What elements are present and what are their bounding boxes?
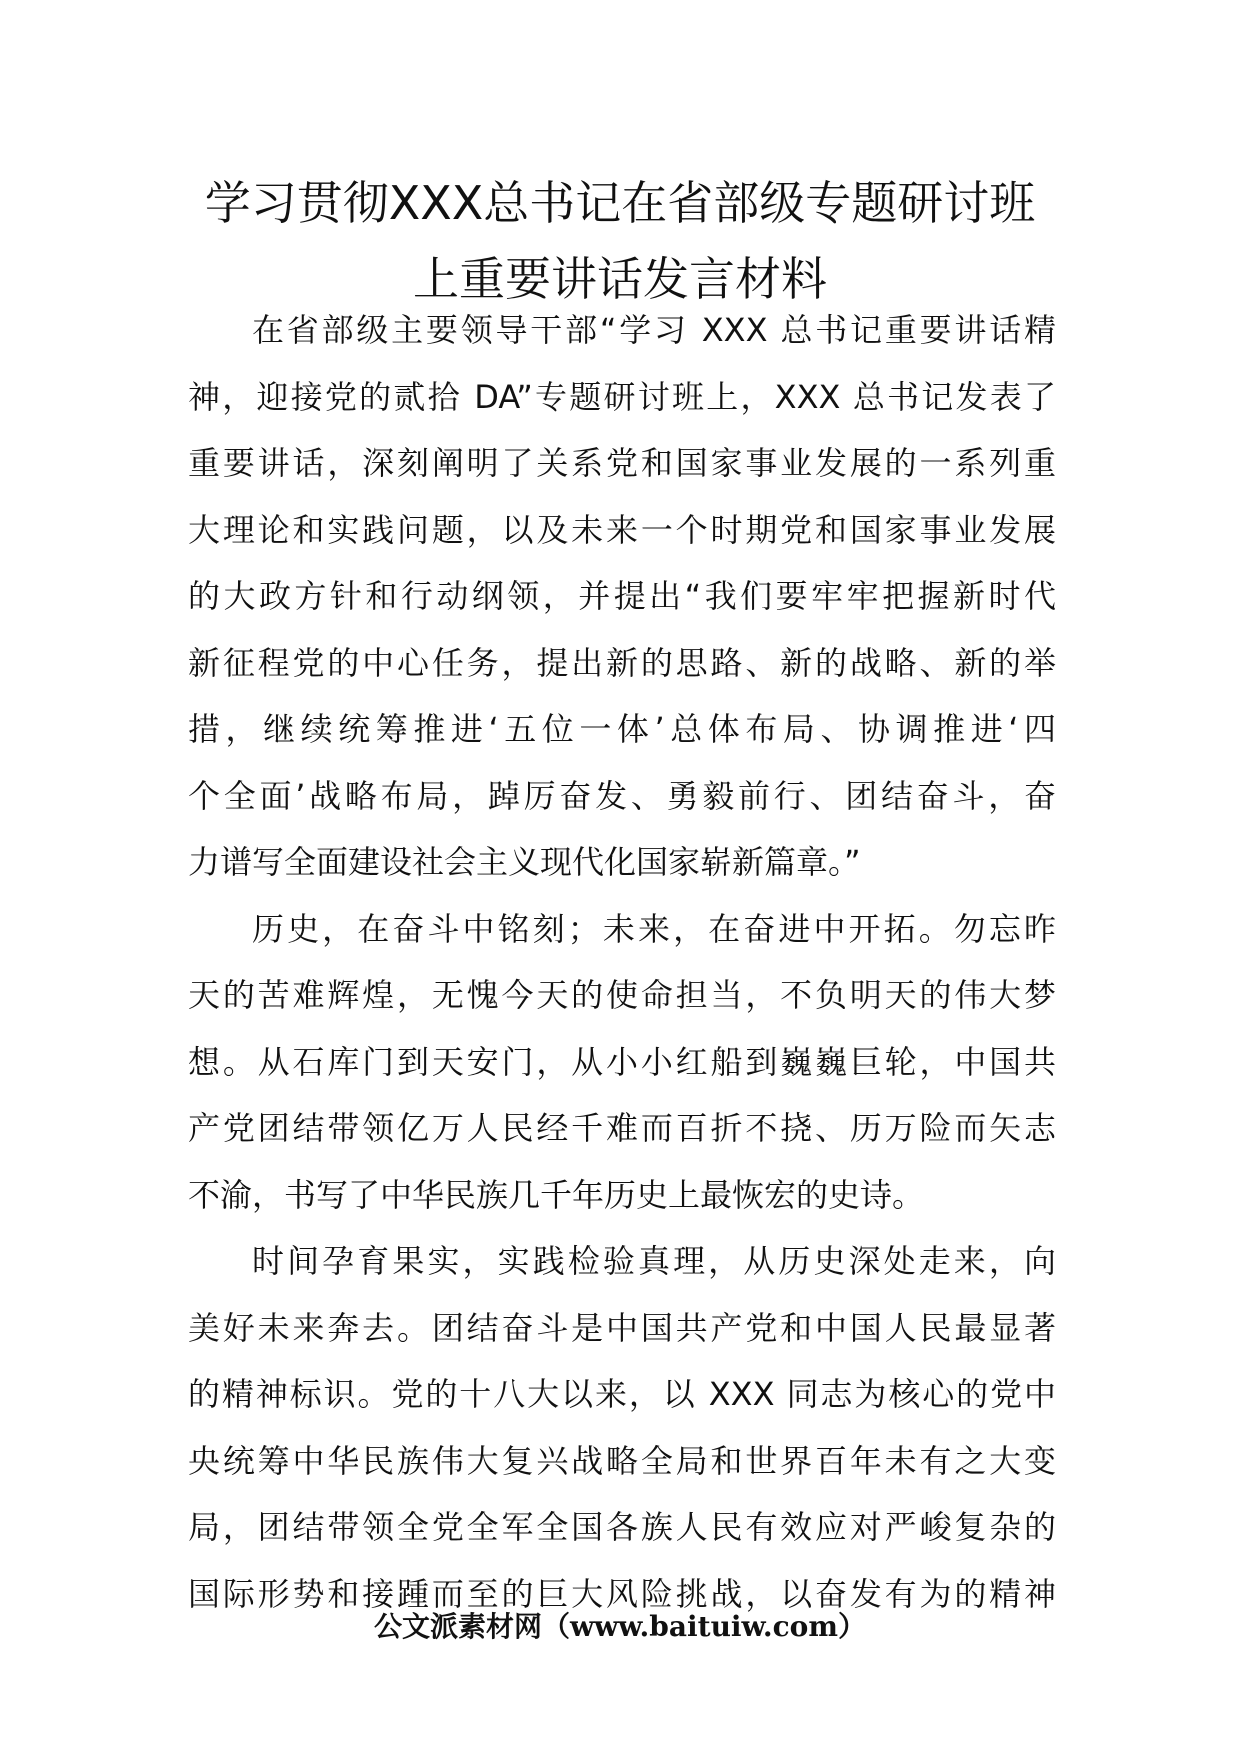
paragraph-line: 历史，在奋斗中铭刻；未来，在奋进中开拓。勿忘昨	[252, 909, 1056, 948]
paragraph-line: 措，继续统筹推进‘五位一体’总体布局、协调推进‘四	[188, 710, 1056, 748]
page-footer: 公文派素材网（www.baituiw.com）	[374, 1610, 866, 1643]
paragraph-line: 央统筹中华民族伟大复兴战略全局和世界百年未有之大变	[188, 1441, 1056, 1480]
paragraph-line: 个全面’战略布局，踔厉奋发、勇毅前行、团结奋斗，奋	[188, 776, 1056, 815]
paragraph-line: 天的苦难辉煌，无愧今天的使命担当，不负明天的伟大梦	[188, 976, 1056, 1014]
paragraph-line: 大理论和实践问题，以及未来一个时期党和国家事业发展	[188, 510, 1056, 549]
paragraph	[188, 297, 1056, 896]
paragraph-line: 新征程党的中心任务，提出新的思路、新的战略、新的举	[188, 643, 1056, 682]
paragraph-line: 时间孕育果实，实践检验真理，从历史深处走来，向	[252, 1242, 1056, 1280]
paragraph-line: 力谱写全面建设社会主义现代化国家崭新篇章。”	[188, 843, 861, 881]
paragraph-line: 神，迎接党的贰拾 DA”专题研讨班上，XXX 总书记发表了	[188, 377, 1056, 416]
document-title	[140, 165, 1100, 317]
paragraph-line: 不渝，书写了中华民族几千年历史上最恢宏的史诗。	[188, 1175, 925, 1214]
document-title-line: 上重要讲话发言材料	[413, 252, 827, 306]
paragraph-line: 的精神标识。党的十八大以来，以 XXX 同志为核心的党中	[188, 1375, 1056, 1413]
paragraph-line: 的大政方针和行动纲领，并提出“我们要牢牢把握新时代	[188, 577, 1056, 615]
paragraph-line: 在省部级主要领导干部“学习 XXX 总书记重要讲话精	[252, 311, 1056, 349]
paragraph	[188, 1228, 1056, 1627]
paragraph-line: 局，团结带领全党全军全国各族人民有效应对严峻复杂的	[188, 1508, 1056, 1546]
paragraph-line: 重要讲话，深刻阐明了关系党和国家事业发展的一系列重	[188, 444, 1056, 482]
paragraph-line: 美好未来奔去。团结奋斗是中国共产党和中国人民最显著	[188, 1308, 1056, 1347]
paragraph-line: 想。从石库门到天安门，从小小红船到巍巍巨轮，中国共	[188, 1042, 1056, 1081]
paragraph	[188, 896, 1056, 1229]
paragraph-line: 国际形势和接踵而至的巨大风险挑战，以奋发有为的精神	[188, 1574, 1056, 1613]
document-title-line: 学习贯彻XXX总书记在省部级专题研讨班	[204, 176, 1036, 230]
paragraph-line: 产党团结带领亿万人民经千难而百折不挠、历万险而矢志	[188, 1109, 1056, 1147]
document-body	[188, 297, 1056, 1627]
